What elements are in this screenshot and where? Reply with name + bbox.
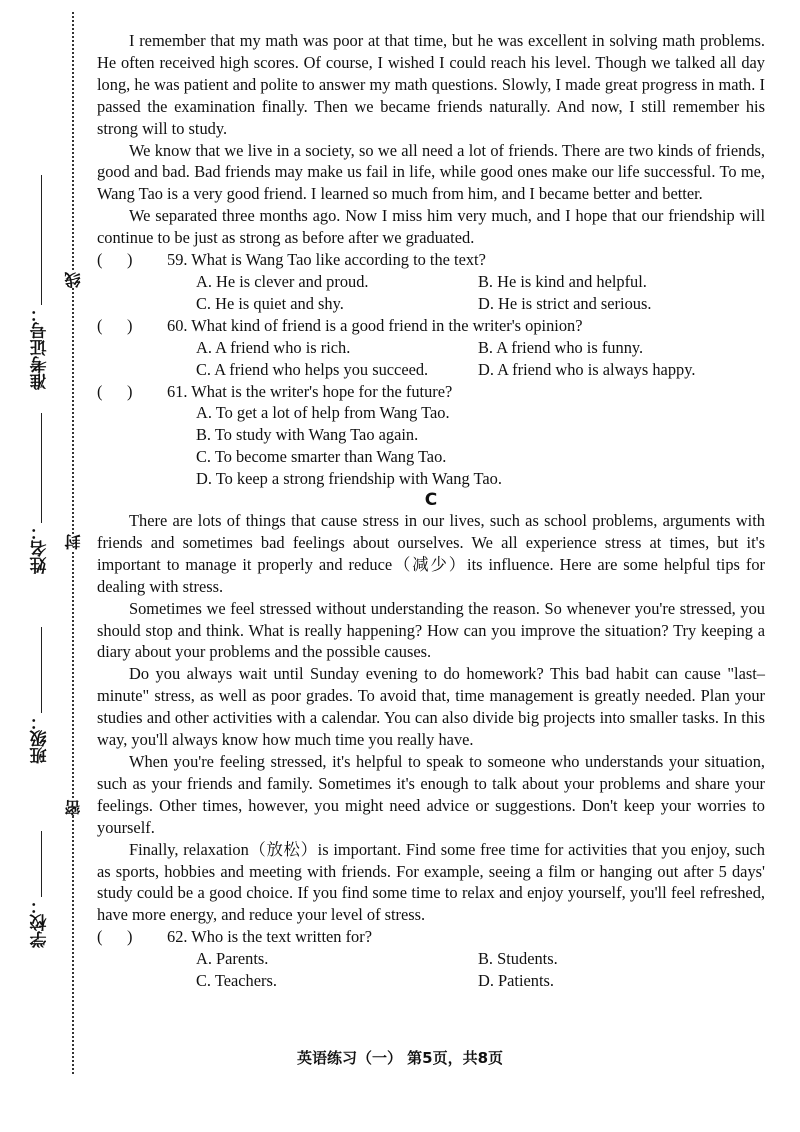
- answer-blank-62[interactable]: ( ): [97, 927, 133, 947]
- binding-mark-xian: 线: [64, 272, 83, 288]
- class-blank[interactable]: [42, 627, 43, 713]
- option-d: D. Patients.: [478, 971, 555, 991]
- option-a: A. He is clever and proud.: [196, 271, 369, 291]
- name-field[interactable]: [28, 402, 52, 574]
- passage-c-paragraph: Sometimes we feel stressed without understanding the reason. So whenever you're stressed, you should stop and think. What is really happening? How can you improve the situation? Try keeping a diary about your problems and the possible causes.: [97, 598, 765, 662]
- school-blank[interactable]: [42, 831, 43, 897]
- binding-mark-feng: 封: [64, 534, 83, 550]
- school-label: 学校：: [30, 897, 51, 948]
- option-d: D. He is strict and serious.: [478, 293, 652, 313]
- passage-b-paragraph: We separated three months ago. Now I miss him very much, and I hope that our friendship will continue to be just as strong as before after we graduated.: [97, 206, 765, 248]
- option-d: D. To keep a strong friendship with Wang Tao.: [196, 469, 502, 489]
- question-59-options: [97, 271, 765, 315]
- option-c: C. Teachers.: [196, 971, 277, 991]
- page-footer: 英语练习（一） 第5页，共8页: [296, 1049, 504, 1067]
- answer-blank-60[interactable]: ( ): [97, 315, 133, 335]
- passage-b-paragraph: We know that we live in a society, so we all need a lot of friends. There are two kinds of friends, good and bad. Bad friends may make us fail in life, while good ones make our life successful. To me, Wang Tao is a very good friend. I learned so much from him, and I became better and better.: [97, 140, 765, 204]
- option-b: B. He is kind and helpful.: [478, 271, 647, 291]
- option-b: B. A friend who is funny.: [478, 337, 644, 357]
- exam-id-blank[interactable]: [42, 175, 43, 305]
- option-d: D. A friend who is always happy.: [478, 359, 696, 379]
- question-62: [97, 926, 765, 948]
- question-60-options: [97, 337, 765, 381]
- class-field[interactable]: [28, 612, 52, 764]
- name-label: 姓名：: [30, 523, 51, 574]
- school-field[interactable]: [28, 818, 52, 948]
- option-c: C. He is quiet and shy.: [196, 293, 344, 313]
- option-a: A. Parents.: [196, 949, 269, 969]
- option-a: A. A friend who is rich.: [196, 337, 351, 357]
- binding-margin: [0, 0, 95, 1132]
- question-62-text: 62. Who is the text written for?: [167, 927, 372, 947]
- option-c: C. To become smarter than Wang Tao.: [196, 447, 447, 467]
- class-label: 班级：: [30, 713, 51, 764]
- binding-mark-mi: 密: [64, 800, 83, 816]
- section-heading-c: C: [424, 490, 438, 511]
- passage-c-paragraph: There are lots of things that cause stress in our lives, such as school problems, arguments with friends and sometimes bad feelings about ourselves. We all experience stress at times, but it's important to manage it properly and reduce（减少）its influence. Here are some helpful tips for dealing with stress.: [97, 511, 765, 596]
- passage-c-paragraph: Finally, relaxation（放松）is important. Find some free time for activities that you enjoy, such as sports, hobbies and meeting with friends. For example, seeing a film or hanging out after 5 days' study could be a good choice. If you find some time to relax and enjoy yourself, you'll feel refreshed, have more energy, and reduce your level of stress.: [97, 839, 765, 925]
- question-60-text: 60. What kind of friend is a good friend in the writer's opinion?: [167, 315, 583, 335]
- question-60: [97, 315, 765, 337]
- name-blank[interactable]: [42, 413, 43, 523]
- exam-id-field[interactable]: [28, 158, 52, 390]
- passage-b-paragraph: I remember that my math was poor at that time, but he was excellent in solving math problems. He often received high scores. Of course, I wished I could reach his level. Though we talked all day long, he was patient and polite to answer my math questions. Slowly, I made great progress in math. I passed the examination finally. Then we became friends naturally. And now, I still remember his strong will to study.: [97, 31, 765, 138]
- question-61: [97, 381, 765, 403]
- exam-id-label: 准考证号：: [30, 305, 51, 390]
- question-61-options: [97, 402, 765, 490]
- passage-c-paragraph: Do you always wait until Sunday evening to do homework? This bad habit can cause "last–minute" stress, as well as poor grades. To avoid that, time management is greatly needed. Plan your studies and other activities with a calendar. You can also divide big projects into smaller tasks. In this way, you'll always know how much time you really have.: [97, 664, 765, 750]
- option-a: A. To get a lot of help from Wang Tao.: [196, 403, 450, 423]
- answer-blank-59[interactable]: ( ): [97, 250, 133, 270]
- question-59-text: 59. What is Wang Tao like according to the text?: [167, 250, 486, 270]
- question-62-options: [97, 948, 765, 992]
- question-59: [97, 249, 765, 271]
- passage-c-paragraph: When you're feeling stressed, it's helpful to speak to someone who understands your situation, such as your friends and family. Sometimes it's enough to talk about your problems and share your feelings. Other times, however, you might need advice or suggestions. Don't keep your worries to yourself.: [97, 752, 765, 837]
- option-c: C. A friend who helps you succeed.: [196, 359, 429, 379]
- option-b: B. Students.: [478, 949, 558, 969]
- question-61-text: 61. What is the writer's hope for the future?: [167, 381, 453, 401]
- option-b: B. To study with Wang Tao again.: [196, 425, 419, 445]
- page-content: [97, 30, 765, 992]
- answer-blank-61[interactable]: ( ): [97, 381, 133, 401]
